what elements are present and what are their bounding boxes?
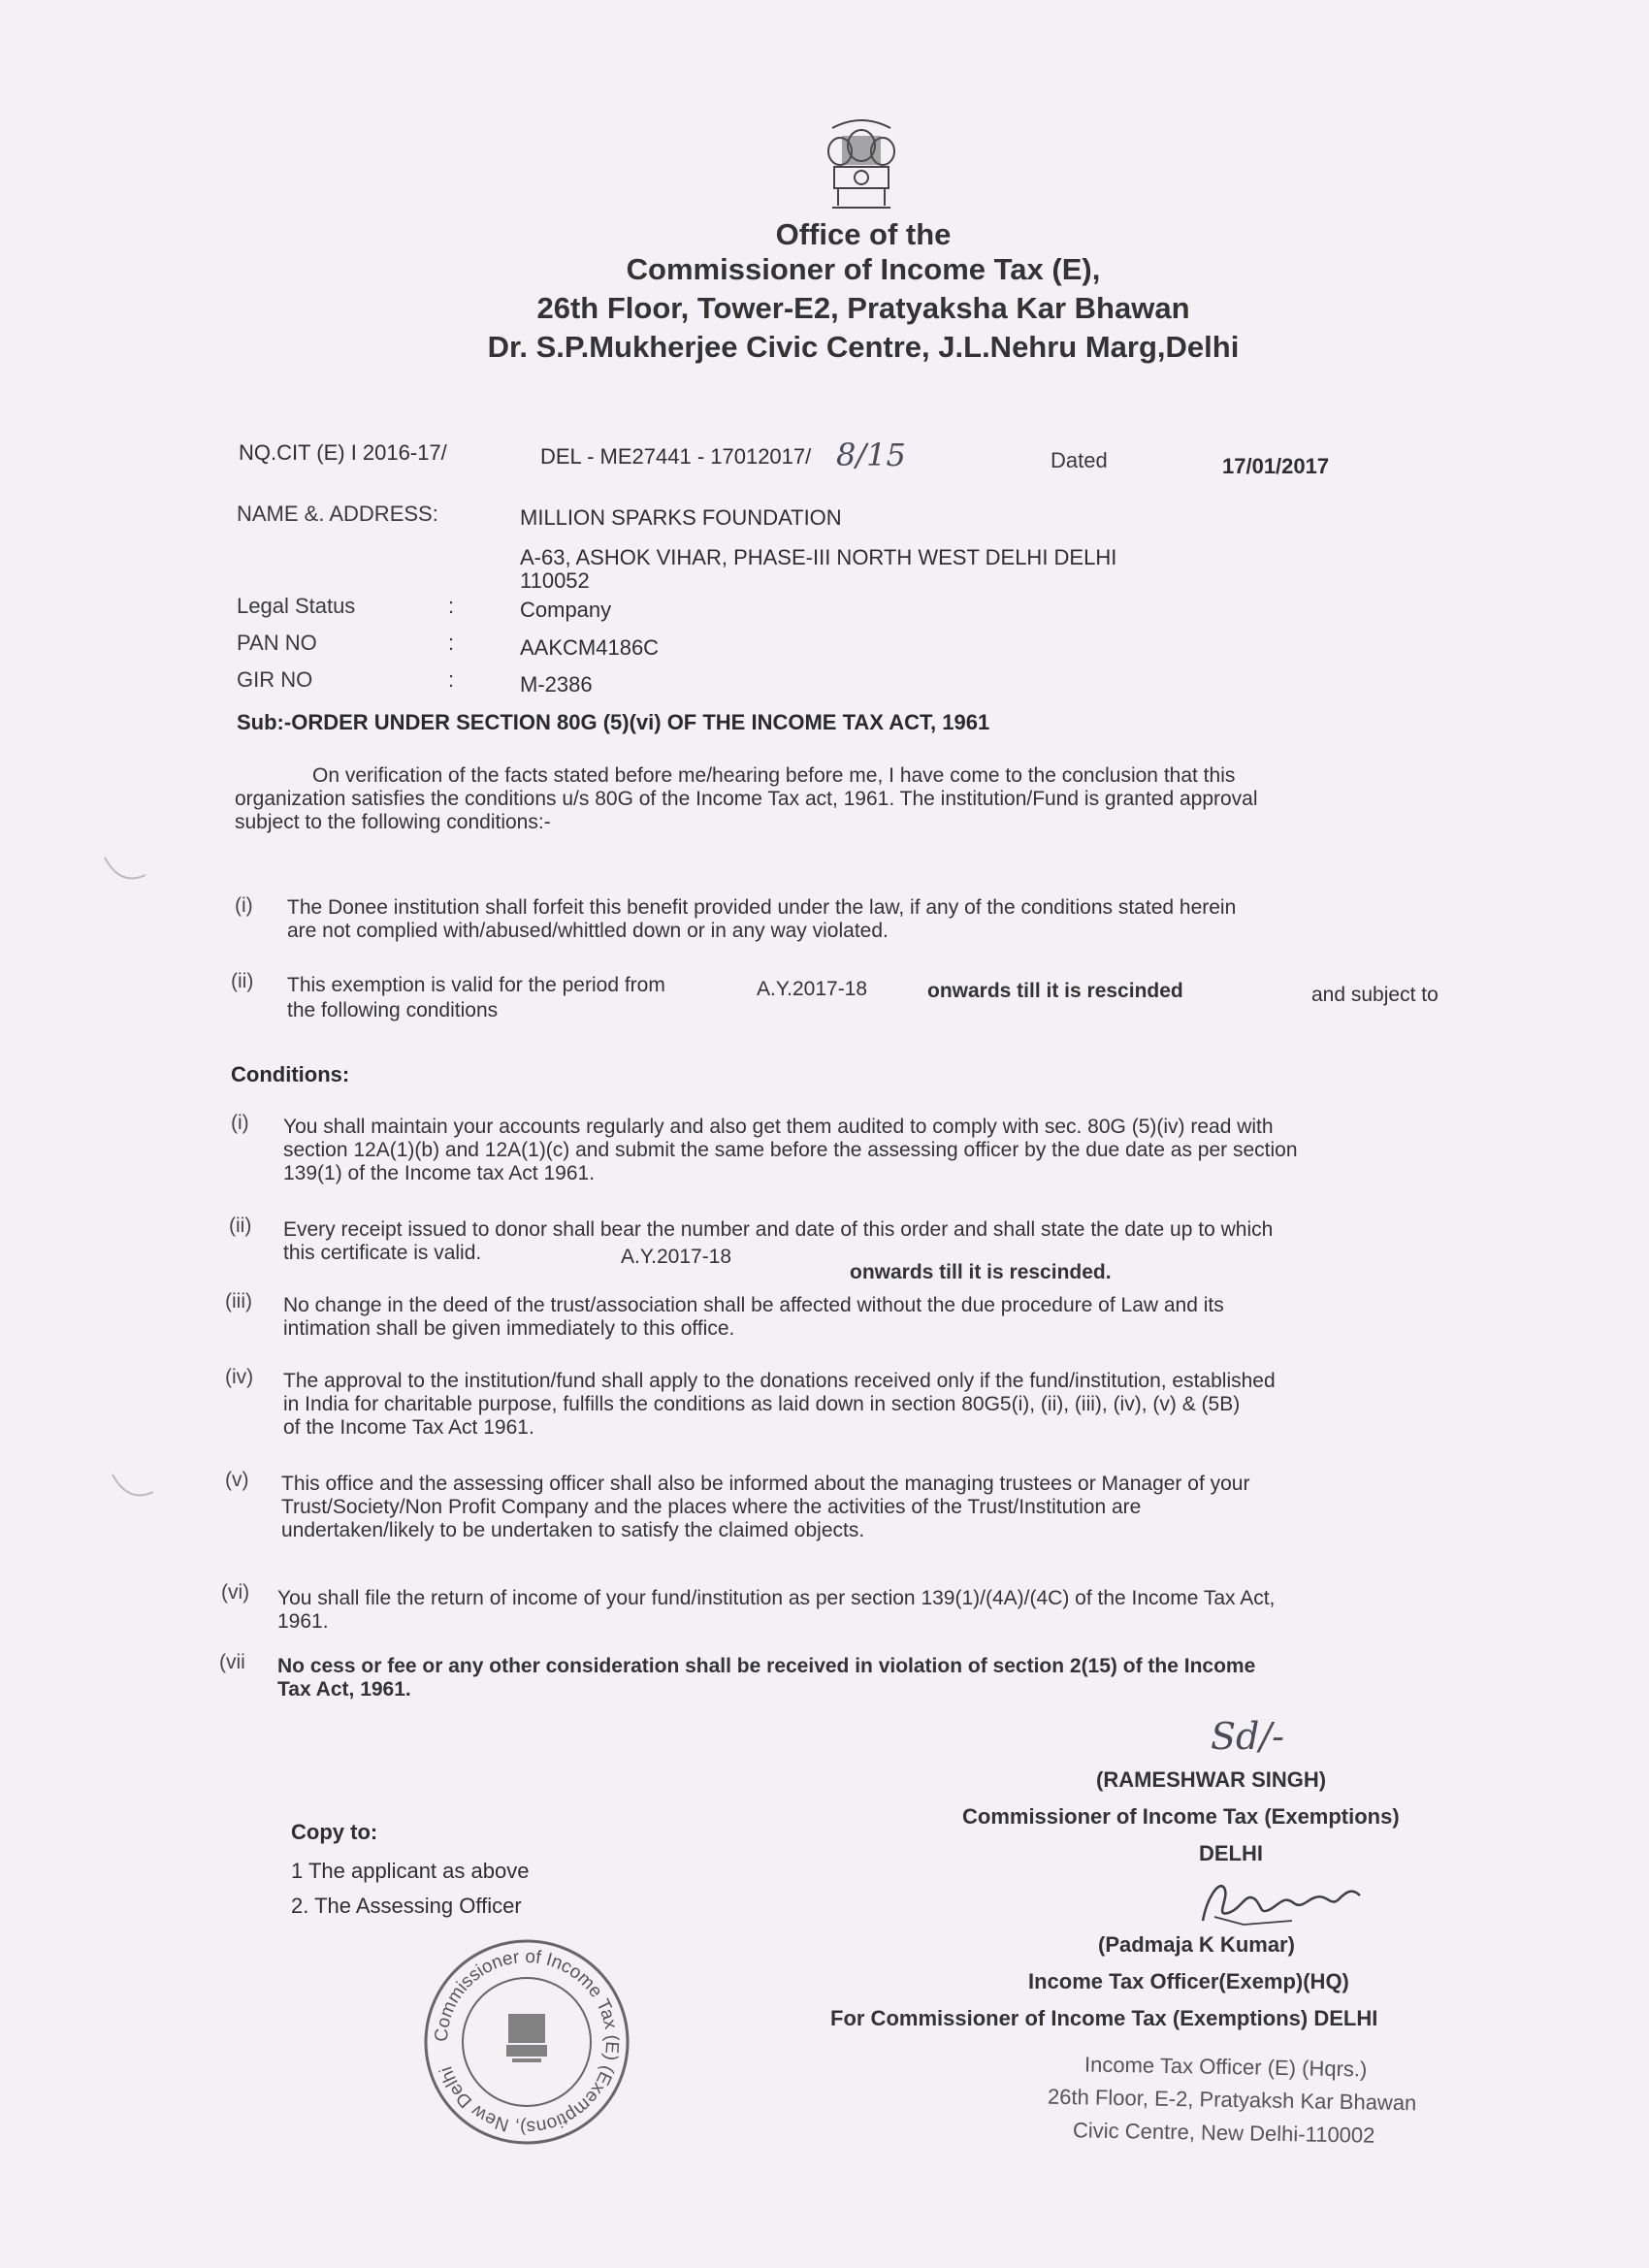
handwritten-signature-icon: [1185, 1870, 1379, 1940]
copy-heading: Copy to:: [291, 1820, 378, 1844]
condition-number: (ii): [229, 1215, 252, 1237]
copy-item-1: 1 The applicant as above: [291, 1859, 530, 1883]
condition-4-line-1: The approval to the institution/fund shall apply to the donations received only if the fund/institution, established: [283, 1370, 1276, 1392]
header-line-1: Office of the: [775, 217, 952, 251]
stamp-line-1: Income Tax Officer (E) (Hqrs.): [1083, 2052, 1368, 2082]
point-2-onwards: onwards till it is rescinded: [927, 980, 1183, 1002]
header-line-4: Dr. S.P.Mukherjee Civic Centre, J.L.Nehru Marg,Delhi: [487, 330, 1240, 364]
dated-label: Dated: [1051, 448, 1108, 472]
condition-1-line-1: You shall maintain your accounts regularly and also get them audited to comply with sec. 80G (5)(iv) read with: [283, 1116, 1274, 1138]
org-name: MILLION SPARKS FOUNDATION: [520, 505, 842, 530]
condition-4-line-3: of the Income Tax Act 1961.: [283, 1416, 534, 1439]
colon: :: [448, 594, 455, 618]
condition-7-line-1: No cess or fee or any other consideration shall be received in violation of section 2(15) of the Income: [277, 1655, 1256, 1677]
ref-code: DEL - ME27441 - 17012017/: [540, 444, 812, 469]
condition-4-line-2: in India for charitable purpose, fulfills the conditions as laid down in section 80G5(i), (ii), (iii), (iv), (v) & (5B): [283, 1393, 1241, 1415]
signatory-2-title: Income Tax Officer(Exemp)(HQ): [1028, 1969, 1349, 1993]
condition-number: (vii: [219, 1651, 245, 1673]
point-2-tail: and subject to: [1311, 984, 1439, 1006]
point-2-line-1: This exemption is valid for the period from: [287, 974, 665, 996]
condition-2-ay: A.Y.2017-18: [621, 1246, 732, 1268]
point-2-line-2: the following conditions: [287, 999, 499, 1021]
signatory-1-place: DELHI: [1199, 1841, 1263, 1865]
point-number: (ii): [231, 970, 254, 992]
conditions-heading: Conditions:: [231, 1062, 350, 1086]
condition-5-line-3: undertaken/likely to be undertaken to satisfy the claimed objects.: [281, 1519, 865, 1541]
legal-status: Company: [520, 598, 612, 622]
condition-1-line-2: section 12A(1)(b) and 12A(1)(c) and submit the same before the assessing officer by the due date as per section: [283, 1139, 1298, 1161]
intro-line-1: On verification of the facts stated before me/hearing before me, I have come to the conclusion that this: [312, 764, 1236, 787]
ref-nq: NQ.CIT (E) I 2016-17/: [239, 440, 447, 465]
condition-3-line-2: intimation shall be given immediately to this office.: [283, 1317, 735, 1340]
condition-7-line-2: Tax Act, 1961.: [277, 1678, 411, 1701]
stamp-line-3: Civic Centre, New Delhi-110002: [1072, 2118, 1375, 2148]
subject-line: Sub:-ORDER UNDER SECTION 80G (5)(vi) OF THE INCOME TAX ACT, 1961: [237, 710, 990, 734]
colon: :: [448, 631, 455, 655]
address-line-1: A-63, ASHOK VIHAR, PHASE-III NORTH WEST DELHI DELHI: [520, 545, 1117, 569]
condition-2-onwards: onwards till it is rescinded.: [850, 1261, 1112, 1283]
point-number: (i): [235, 894, 253, 917]
condition-number: (iii): [225, 1290, 252, 1312]
condition-number: (i): [231, 1112, 249, 1134]
condition-number: (vi): [221, 1581, 250, 1604]
signatory-1-name: (RAMESHWAR SINGH): [1096, 1767, 1327, 1792]
point-2-ay: A.Y.2017-18: [757, 978, 868, 1000]
condition-2-line-2: this certificate is valid.: [283, 1242, 482, 1264]
condition-number: (v): [225, 1469, 249, 1491]
condition-2-line-1: Every receipt issued to donor shall bear the number and date of this order and shall state the date up to which: [283, 1218, 1274, 1241]
signatory-1-title: Commissioner of Income Tax (Exemptions): [962, 1804, 1400, 1829]
gir-label: GIR NO: [237, 667, 313, 692]
condition-number: (iv): [225, 1366, 254, 1388]
signature-mark: Sd/-: [1211, 1715, 1284, 1758]
stamp-line-2: 26th Floor, E-2, Pratyaksh Kar Bhawan: [1047, 2084, 1417, 2116]
intro-line-3: subject to the following conditions:-: [235, 811, 551, 833]
office-seal-icon: [419, 1934, 634, 2150]
condition-6-line-2: 1961.: [277, 1610, 329, 1633]
copy-item-2: 2. The Assessing Officer: [291, 1894, 522, 1918]
condition-5-line-2: Trust/Society/Non Profit Company and the places where the activities of the Trust/Institution are: [281, 1496, 1142, 1518]
name-label: NAME &. ADDRESS:: [237, 502, 438, 526]
national-emblem-icon: [813, 116, 910, 223]
signatory-2-name: (Padmaja K Kumar): [1098, 1932, 1295, 1957]
legal-label: Legal Status: [237, 594, 356, 618]
ref-handwritten-suffix: 8/15: [836, 437, 906, 473]
condition-6-line-1: You shall file the return of income of your fund/institution as per section 139(1)/(4A)/(4C) of the Income Tax Act,: [277, 1587, 1276, 1609]
address-line-2: 110052: [520, 568, 590, 593]
pan-number: AAKCM4186C: [520, 635, 660, 660]
header-line-2: Commissioner of Income Tax (E),: [626, 252, 1101, 286]
signatory-2-for: For Commissioner of Income Tax (Exemptions) DELHI: [830, 2006, 1378, 2030]
point-1-line-2: are not complied with/abused/whittled down or in any way violated.: [287, 920, 889, 942]
intro-line-2: organization satisfies the conditions u/s 80G of the Income Tax act, 1961. The institution/Fund is granted approval: [235, 788, 1258, 810]
gir-number: M-2386: [520, 672, 593, 697]
punch-hole-mark: [109, 1471, 157, 1504]
seal-text: Commissioner of Income Tax (E) (Exemptions), New Delhi: [431, 1946, 623, 2138]
pan-label: PAN NO: [237, 631, 317, 655]
order-date: 17/01/2017: [1222, 454, 1330, 478]
header-line-3: 26th Floor, Tower-E2, Pratyaksha Kar Bhawan: [536, 291, 1190, 325]
condition-3-line-1: No change in the deed of the trust/association shall be affected without the due procedure of Law and its: [283, 1294, 1224, 1316]
colon: :: [448, 667, 455, 692]
punch-hole-mark: [101, 854, 149, 887]
condition-1-line-3: 139(1) of the Income tax Act 1961.: [283, 1162, 596, 1184]
condition-5-line-1: This office and the assessing officer shall also be informed about the managing trustees or Manager of your: [281, 1473, 1250, 1495]
point-1-line-1: The Donee institution shall forfeit this benefit provided under the law, if any of the conditions stated herein: [287, 896, 1237, 919]
